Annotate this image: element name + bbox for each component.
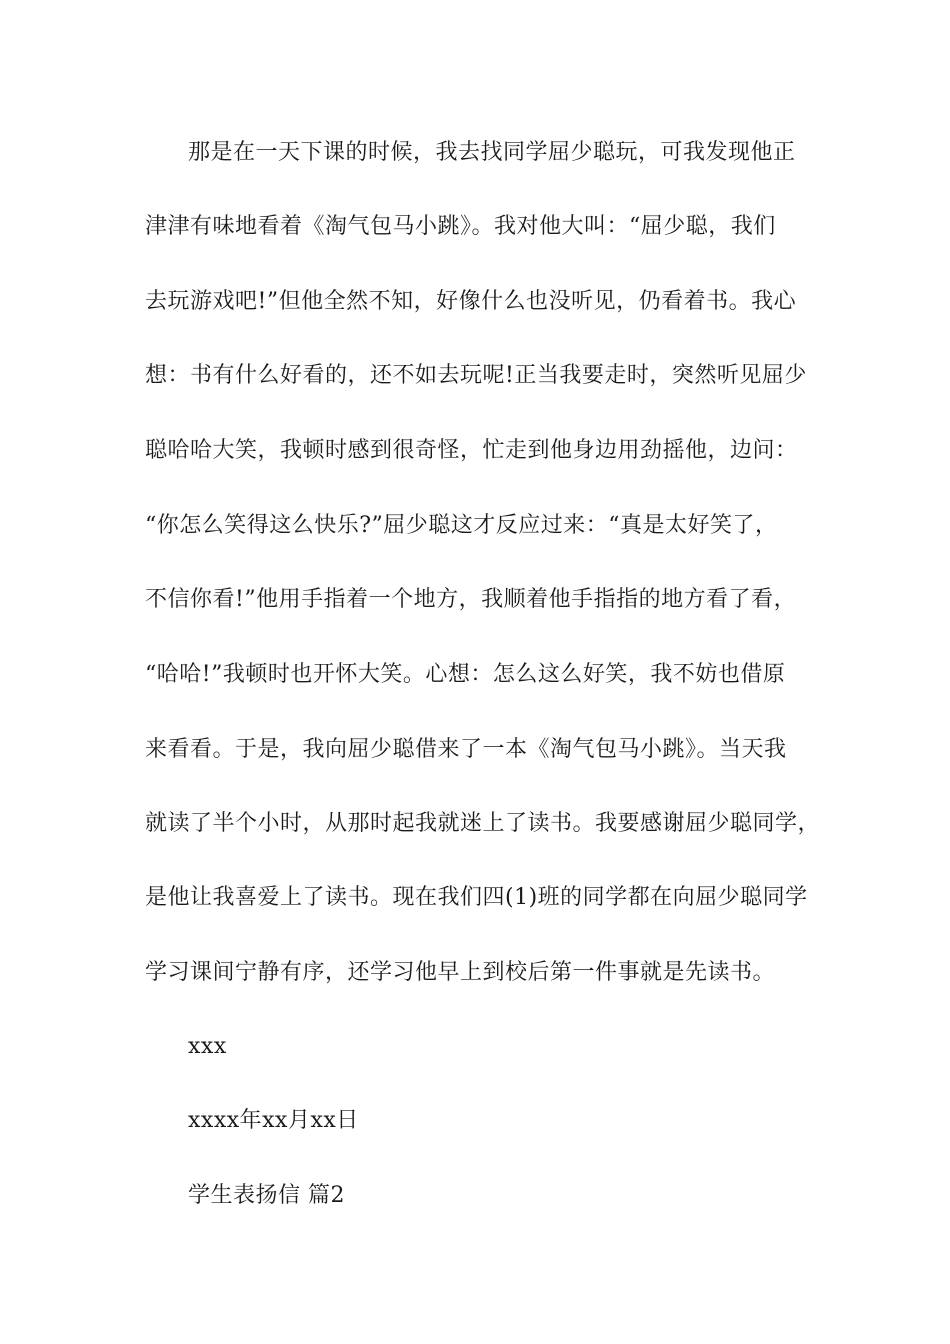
paragraph-line: “你怎么笑得这么快乐?”屈少聪这才反应过来：“真是太好笑了， — [145, 513, 778, 538]
paragraph-line: 不信你看!”他用手指着一个地方，我顺着他手指指的地方看了看， — [145, 587, 797, 612]
date-line: xxxx年xx月xx日 — [188, 1108, 359, 1133]
paragraph-line: 就读了半个小时，从那时起我就迷上了读书。我要感谢屈少聪同学， — [145, 811, 821, 836]
section-title: 学生表扬信 篇2 — [188, 1183, 345, 1208]
paragraph-line: “哈哈!”我顿时也开怀大笑。心想：怎么这么好笑，我不妨也借原 — [145, 662, 786, 687]
paragraph-line: 来看看。于是，我向屈少聪借来了一本《淘气包马小跳》。当天我 — [145, 737, 787, 762]
paragraph-line: 是他让我喜爱上了读书。现在我们四(1)班的同学都在向屈少聪同学 — [145, 885, 808, 910]
paragraph-line: 那是在一天下课的时候，我去找同学屈少聪玩，可我发现他正 — [188, 140, 796, 165]
paragraph-line: 聪哈哈大笑，我顿时感到很奇怪，忙走到他身边用劲摇他，边问： — [145, 438, 798, 463]
paragraph-line: 学习课间宁静有序，还学习他早上到校后第一件事就是先读书。 — [145, 960, 776, 985]
signature: xxx — [188, 1034, 227, 1059]
paragraph-line: 去玩游戏吧!”但他全然不知，好像什么也没听见，仍看着书。我心 — [145, 289, 797, 314]
paragraph-line: 想：书有什么好看的，还不如去玩呢!正当我要走时，突然听见屈少 — [145, 363, 807, 388]
paragraph-line: 津津有味地看着《淘气包马小跳》。我对他大叫：“屈少聪，我们 — [145, 214, 776, 239]
